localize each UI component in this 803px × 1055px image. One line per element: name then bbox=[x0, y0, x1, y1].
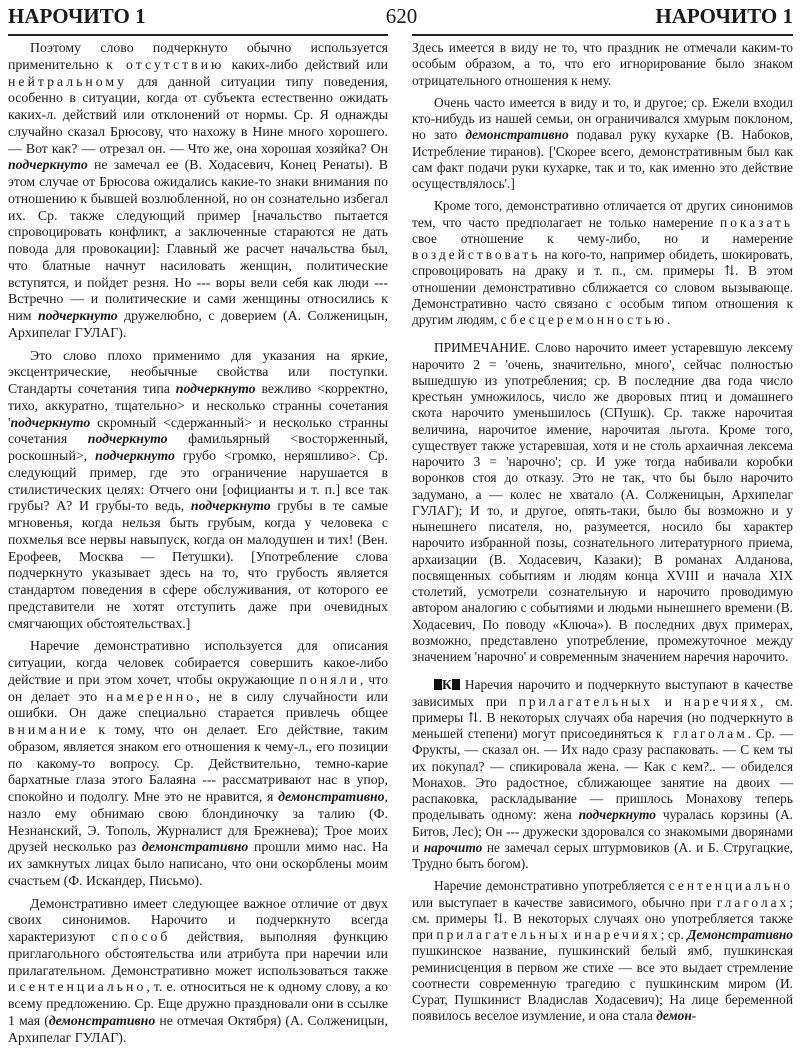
square-marker-icon bbox=[434, 679, 442, 690]
text-run: демонстративно bbox=[482, 279, 576, 295]
header-rule-right bbox=[412, 34, 793, 36]
text-run: [официанты и т. п.] bbox=[217, 481, 346, 497]
text-run: и несколько странны сочетания bbox=[8, 414, 388, 447]
text-run: обычно используется применительно bbox=[8, 40, 388, 72]
text-run: Действительно, темно-карие бархатные глаза этого Балаяна --- рассматривают нас в упор, спокойно и подолгу. Мне это не нравится, я bbox=[8, 755, 388, 804]
text-run: нарочито 3 bbox=[412, 454, 481, 469]
text-run: и bbox=[570, 927, 585, 942]
text-run: На лице беременной появилось веселое изумление, и она стала bbox=[412, 992, 793, 1024]
text-run: всегда характеризуют bbox=[8, 912, 388, 944]
text-run: глаголах bbox=[716, 894, 790, 910]
text-run: нарочито bbox=[423, 839, 483, 855]
text-run: ; ср. bbox=[660, 927, 688, 942]
text-run: прошли мимо нас. На их замкнутых лицах было написано, что они оскорблены моим счастьем bbox=[8, 839, 388, 888]
text-run: Отчего они bbox=[149, 481, 218, 497]
paragraph-p2 bbox=[8, 348, 388, 633]
text-run: Наречия bbox=[459, 677, 518, 693]
text-run: = 'нарочно'; ср. bbox=[480, 454, 596, 469]
text-run: демонстративно bbox=[506, 198, 600, 214]
text-run: все так грубы? А? И грубы-то ведь, bbox=[8, 481, 389, 514]
text-run: подчеркнуто bbox=[87, 431, 168, 447]
text-run: (СПушк). Ср. также bbox=[590, 405, 735, 421]
text-run: каких-либо действий или bbox=[224, 56, 388, 72]
text-run: . Ср. следующий пример, где это ограничение нарушается в стилистических целях: bbox=[8, 448, 388, 497]
text-run: , не в силу случайности или ошибки. Он даже специально старается привлечь общее bbox=[8, 688, 388, 721]
paragraph-r3 bbox=[412, 198, 793, 328]
text-run: к глаголам bbox=[656, 726, 748, 741]
text-run: , т. е. относиться не к одному слову, а ко всему предложению. Ср. bbox=[8, 979, 388, 1011]
text-run: в меньшей степени) могут присоединяться bbox=[412, 709, 794, 741]
text-run: прилагательных bbox=[518, 693, 653, 709]
header-rule-left bbox=[8, 34, 388, 36]
text-run: , что он делает это bbox=[8, 671, 388, 704]
text-run: употребляется bbox=[578, 878, 669, 894]
text-run: подчеркнуто bbox=[175, 381, 256, 396]
text-run: . bbox=[667, 312, 671, 327]
text-run: В последние два года число крестьян умножилось, число же дворовых птиц и домашнего скота нарочито уменьшилось bbox=[412, 372, 793, 421]
text-run: отличается от других синонимов тем, что часто предполагает не только намерение bbox=[412, 198, 793, 230]
text-run: на кого-то, например обидеть, шокировать, спровоцировать на драку и т. п., см. примеры ⇅. В этом отношении bbox=[412, 247, 793, 295]
text-run: подчеркнуто bbox=[10, 414, 91, 430]
text-run: . bbox=[789, 279, 793, 295]
text-run: скромный <сдержанный> bbox=[90, 414, 252, 430]
text-run: , назло ему обнимаю свою блондиночку за талию bbox=[8, 789, 388, 821]
text-run: подчеркнуто bbox=[578, 807, 656, 823]
text-run: или выступает в качестве зависимого, обычно при bbox=[412, 894, 717, 910]
text-run: может использоваться также и bbox=[8, 962, 388, 995]
text-run: демонстративно bbox=[48, 1012, 156, 1028]
text-run: нарочито bbox=[575, 340, 628, 356]
text-run: наречиях bbox=[584, 927, 661, 942]
text-run: грубо <громко, неряшливо> bbox=[174, 448, 357, 463]
page-header bbox=[0, 0, 803, 34]
text-run: (Ф. Искандер, Письмо). bbox=[60, 872, 203, 888]
text-run: показать bbox=[720, 214, 793, 230]
paragraph-p4 bbox=[8, 896, 388, 1047]
text-run: имеет следующее важное отличие от двух своих синонимов. bbox=[8, 895, 388, 928]
text-run: В романах Алданова, посвященных событиям и людям конца XVIII и начала XIX столетий, усмотрели сознательную и нарочито проводимую автором аналогию с событиями и людьми нынешнего времени bbox=[412, 551, 793, 616]
text-run: воздействовать bbox=[412, 247, 541, 262]
text-run: . Кроме того, существует также устаревшая, хотя и не столь архаичная лексема bbox=[412, 421, 793, 453]
text-run: Нарочито bbox=[150, 912, 208, 928]
paragraph-r1 bbox=[412, 40, 793, 89]
text-run: Еще дружно праздновали они в ссылке 1 мая ( bbox=[8, 996, 388, 1028]
left-column bbox=[8, 40, 388, 1046]
text-run: вежливо <корректно, тихо, аккуратно, тщательно> bbox=[8, 381, 388, 413]
text-run: , bbox=[83, 448, 96, 463]
text-run: (А. Солженицын, Архипелаг ГУЛАГ). bbox=[8, 308, 388, 340]
text-run: Демонстративно bbox=[687, 927, 793, 942]
text-run: нейтральному bbox=[8, 73, 128, 89]
text-run: (А. и Б. Стругацкие, Трудно быть богом). bbox=[412, 839, 793, 871]
text-run: не замечал серых штурмовиков bbox=[482, 839, 670, 855]
text-run: и bbox=[207, 912, 256, 928]
text-run: Демонстративно bbox=[111, 962, 210, 978]
square-marker-icon bbox=[452, 679, 460, 690]
text-run: чуралась корзины bbox=[655, 807, 769, 823]
text-run: И то, и другое, опять-таки, было бы возможно и у нынешнего писателя, но, разумеется, носило бы характер нарочито избранной позы, сознательного литературного приема, архаизации bbox=[412, 502, 793, 567]
text-run: способ bbox=[111, 929, 171, 944]
text-run: подавал руку кухарке bbox=[568, 127, 709, 143]
text-run: (Ф. Незнанский, Э. Тополь, Журналист для Брежнева); bbox=[8, 805, 388, 838]
text-run: используется для описания ситуации, когда человек собирается совершить какое-либо действие и при этом хочет, чтобы окружающие bbox=[8, 638, 388, 687]
text-run: . bbox=[785, 649, 789, 664]
text-run: Трое моих друзей несколько раз bbox=[8, 822, 388, 855]
text-run: Здесь имеется в виду не то, что праздник не отмечали каким-то особым образом, а то, что его игнорирование было знаком отрицательного отношения к нему. bbox=[412, 40, 793, 88]
text-run: Демонстративно bbox=[412, 295, 508, 311]
text-run: ПРИМЕЧАНИЕ. Слово bbox=[434, 340, 576, 356]
text-run: внимание bbox=[8, 722, 89, 737]
text-run: грубы в те самые мгновенья, когда нельзя быть грубым, когда у человека с похмелья все нервы навыпуск, когда он малодушен и тих! bbox=[8, 498, 388, 547]
text-run: Ежели входил кто-нибудь из нашей семьи, он ограничивался хмурым поклоном, но зато bbox=[412, 94, 793, 143]
text-run: демонстративно bbox=[485, 878, 579, 894]
text-run: подчеркнуто bbox=[8, 157, 88, 173]
text-run: и bbox=[570, 677, 588, 693]
text-run: Я однажды случайно сказал Брюсову, что нахожу в Нине много хорошего. — Вот как? — отрезал он. — Что же, она хорошая хозяйка? Он bbox=[8, 107, 388, 156]
text-run: (В. Ходасевич, Казаки); bbox=[477, 551, 654, 567]
text-run: Демонстративно bbox=[30, 895, 128, 911]
text-run: подчеркнуто bbox=[37, 308, 118, 323]
text-run: подчеркнуто bbox=[587, 677, 661, 693]
text-run: демонстративно bbox=[94, 638, 190, 654]
text-run: подчеркнуто bbox=[152, 40, 228, 55]
text-run: сентенциально bbox=[19, 979, 147, 995]
text-run: действия, выполняя функцию приглагольного обстоятельства или атрибута при наречии или прилагательном. bbox=[8, 929, 388, 978]
page-number: 620 bbox=[385, 4, 418, 28]
text-run: (А. Солженицын, Архипелаг ГУЛАГ). bbox=[8, 1012, 389, 1045]
text-run: намеренно bbox=[106, 688, 197, 704]
text-run: указывает здесь на то, что грубость является стандартом поведения в сфере обслуживания, от которого ее представители не хотят отступить даже при очевидных смягчающих обстоятельствах.] bbox=[8, 565, 388, 631]
text-run: подчеркнуто bbox=[709, 709, 783, 725]
text-run: поняли bbox=[299, 671, 360, 687]
text-run: свое отношение к чему-либо, но и намерение bbox=[412, 230, 793, 246]
text-run: Фрукты, — сказал он. — Их надо сразу распаковать. — С кем ты их покупал? — спикировала жена. — Как с кем?.. — обиделся Монахов. Это радостное, сближающее занятие на двоих — распаковка, раскладывание — пришлось Монахову теперь проделывать одному: жена bbox=[412, 742, 793, 823]
text-run: подчеркнуто bbox=[95, 448, 175, 463]
text-run: дружелюбно, с доверием bbox=[117, 308, 277, 323]
text-run: Наречие bbox=[434, 878, 486, 894]
text-run: И уже тогда набивали коробки воронков стоя до отказу. Это не так, что бы было нарочито задумано, а — колес не хватало bbox=[412, 454, 794, 502]
text-run: Это слово плохо применимо для указания на яркие, эксцентрические, необычные свойства или поступки. Стандарты сочетания типа bbox=[8, 347, 388, 396]
text-run: наречиях bbox=[683, 693, 760, 709]
text-run: не отмечая Октября) bbox=[155, 1012, 282, 1028]
text-run: для данной ситуации типу поведения, особенно в ситуации, когда от субъекта естественно ожидать каких-л. действий или отклонений от нормы. Ср. bbox=[8, 73, 388, 122]
text-run: (В. Набоков, Истребление тиранов). ['Скорее всего, демонстративным был как сам факт подачи руки кухарке, так и то, как именно это действие осуществлялось'.] bbox=[412, 127, 793, 191]
text-run: = 'очень, значительно, много', сейчас полностью вышедшую из употребления; ср. bbox=[412, 356, 793, 388]
text-run: (А. Солженицын, Архипелаг ГУЛАГ); bbox=[412, 486, 794, 518]
text-run: пушкинское название, пушкинский белый ямб, пушкинская реминисценция в первом же стихе — все это выдает стремление соотнести современную трагедию с пушкинским миром bbox=[412, 943, 793, 991]
text-run: ; см. примеры ⇅. В некоторых случаях оно употребляется также при bbox=[412, 894, 793, 942]
text-run: (В. Ходасевич, По поводу «Ключа»). В последних двух примерах, возможно, представлено употребление, промежуточное между значением 'нарочно' и современным значением наречия bbox=[412, 600, 793, 664]
paragraph-r6 bbox=[412, 878, 793, 1024]
text-run: нарочито bbox=[732, 649, 786, 664]
text-run: подчеркнуто bbox=[190, 498, 271, 514]
text-run: прилагательных bbox=[436, 927, 571, 942]
text-run: (И. Сурат, Пушкинист Владислав Ходасевич); bbox=[412, 975, 794, 1007]
text-run: нарочитая величина, нарочитое имение, нарочитая льгота bbox=[412, 405, 793, 437]
text-run: не замечал ее bbox=[87, 157, 179, 173]
text-run: нарочито 2 bbox=[412, 356, 481, 372]
text-run: демон- bbox=[656, 1008, 697, 1024]
text-run: фамильярный <восторженный, роскошный> bbox=[8, 431, 388, 463]
text-run: Главный же расчет начальства был, что блатные начнут насиловать женщин, политические вступятся, и пойдет резня. Но --- воры вели себя как люди --- Встречно — и политические и сами женщины относились к ним bbox=[8, 241, 388, 323]
text-run: нарочито bbox=[517, 677, 571, 693]
text-run: К bbox=[442, 677, 452, 693]
text-run: и несколько странны сочетания bbox=[184, 397, 388, 413]
text-run: подчеркнуто bbox=[255, 912, 331, 928]
text-run: . Ср. — bbox=[747, 726, 793, 741]
text-run: Он --- дружески здоровался со знакомыми дворянами и bbox=[412, 823, 793, 855]
text-run: имеет устаревшую лексему bbox=[627, 340, 793, 356]
paragraph-r4 bbox=[412, 340, 793, 665]
text-run: к тому, что он делает. Его действие, таким образом, является знаком его отношения к чему-л., его позиции по какому-то вопросу. Ср. bbox=[8, 722, 388, 771]
text-run: ' bbox=[8, 414, 11, 430]
text-run: и bbox=[652, 693, 684, 709]
text-run: (В. Ходасевич, Конец Ренаты). В этом случае от Брюсова ожидались какие-то знаки внимания по отношению к бывшей возлюбленной, но он сознательно избегал их. Ср. также следующий пример [начальство пытается спровоцировать конфликт, а заключенные стараются не дать повода для провокации]: bbox=[8, 157, 388, 256]
text-run: Наречие bbox=[30, 638, 95, 654]
header-left-headword: НАРОЧИТО 1 bbox=[8, 4, 146, 28]
text-run: демонстративно bbox=[278, 789, 385, 804]
text-run: демонстративно bbox=[141, 839, 249, 855]
text-run: сентенциально bbox=[668, 878, 793, 894]
right-column bbox=[412, 40, 793, 1025]
text-run: Кроме того, bbox=[434, 198, 507, 214]
text-run: (Вен. Ерофеев, Москва — Петушки). [Употребление слова bbox=[8, 531, 388, 564]
text-run: (А. Битов, Лес); bbox=[412, 807, 793, 839]
text-run: сближается со словом bbox=[575, 279, 722, 295]
paragraph-r5 bbox=[412, 677, 793, 872]
paragraph-r2 bbox=[412, 95, 793, 193]
text-run: , см. примеры ⇅. В некоторых случаях оба наречия (но bbox=[412, 693, 793, 725]
text-run: Очень часто имеется в виду и то, и другое; ср. bbox=[434, 94, 712, 110]
text-run: выступают в качестве зависимых при bbox=[412, 677, 793, 709]
paragraph-p3 bbox=[8, 638, 388, 889]
text-run: к отсутствию bbox=[106, 56, 225, 72]
text-run: демонстративно bbox=[465, 127, 569, 143]
text-run: часто связано с особым типом отношения к другим людям, с bbox=[412, 295, 793, 327]
paragraph-p1 bbox=[8, 40, 388, 342]
text-run: Поэтому слово bbox=[30, 40, 153, 55]
text-run: вызывающе bbox=[721, 279, 790, 295]
text-run: бесцеремонностью bbox=[509, 312, 667, 327]
text-run: подчеркнуто bbox=[8, 565, 83, 581]
header-right-headword: НАРОЧИТО 1 bbox=[655, 4, 793, 28]
